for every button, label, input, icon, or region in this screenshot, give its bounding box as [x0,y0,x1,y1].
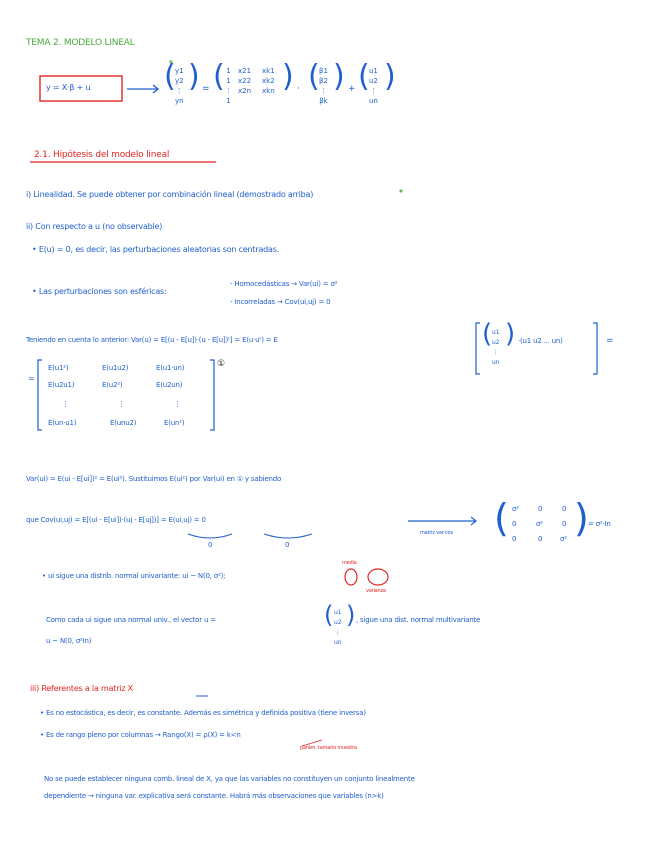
beta-entry: β1 [319,67,328,75]
multi-line: Como cada ui sigue una normal univ., el vector u = [46,616,216,624]
sigma-r1c3: 0 [562,505,567,513]
paren-y-left: ( [164,59,176,94]
hyp-ii-title: ii) Con respecto a u (no observable) [26,222,163,231]
paren-u-left: ( [358,59,370,94]
x-col1 [225,66,232,106]
circle-media [345,569,357,585]
y-entry: ⋮ [175,87,183,95]
sigma-r2c3: 0 [562,520,567,528]
multi-entry: un [334,639,342,646]
multi-entry: u1 [334,609,342,616]
matrix-r1c3: E(u1·un) [156,364,185,372]
paren-u-right: ) [384,59,396,94]
beta-vector [319,66,328,106]
bracket-right [593,323,597,374]
section-title: 2.1. Hipótesis del modelo lineal [34,150,170,160]
y-vector [175,66,184,106]
page-title: TEMA 2. MODELO LINEAL [26,38,135,48]
matrix-bracket-left [38,360,42,430]
matrix-r4c1: E(un·u1) [48,419,77,427]
x-entry: ⋮ [225,87,232,95]
paren-y-right: ) [188,59,200,94]
matrix-r3c3: ⋮ [174,400,181,408]
x-entry: xk1 [262,67,275,75]
beta-entry: βk [319,97,328,105]
sigma-r1c2: 0 [538,505,543,513]
x-entry: x22 [238,77,252,85]
label-varianza: varianza [366,588,386,594]
hyp-ii-bullet2: • Las perturbaciones son esféricas: [32,287,167,296]
paren-multi-left: ( [324,601,334,629]
circle-varianza [368,569,388,585]
var-line2: Var(ui) = E(ui - E[ui])² = E(ui²). Sustituimos E(ui²) por Var(ui) en ① y sabiendo [26,475,282,483]
paren-beta-left: ( [308,59,320,94]
y-entry: y2 [175,77,184,85]
matrix-r1c1: E(u1²) [48,364,69,372]
multi-entry: ⋮ [334,629,341,636]
x-col3 [262,66,275,96]
var-row: ·(u1 u2 ... un) [518,337,563,345]
x-entry: x21 [238,67,252,75]
sigma-r3c3: σ² [560,535,567,543]
hyp-iii-bullet2: • Es de rango pleno por columnas → Rango(X) = ρ(X) = k<n [40,731,241,739]
matrix-eq-prefix: = [28,374,35,383]
sigma-result: = σ²·In [588,520,611,528]
x-entry: xk2 [262,77,275,85]
zero-under-2: 0 [285,541,290,549]
x-entry: 1 [226,77,231,85]
u-entry: ⋮ [369,87,377,95]
green-dot-2 [399,189,402,192]
matrix-r4c2: E(unu2) [110,419,137,427]
u-vector [369,66,378,106]
sigma-r3c1: 0 [512,535,517,543]
var-entry: u2 [492,339,500,346]
multi-line2: u ~ N(0, σ²In) [46,637,92,645]
var-vector [492,328,500,368]
u-entry: u2 [369,77,378,85]
matrix-r2c1: E(u2u1) [48,381,75,389]
u-entry: un [369,97,378,105]
rank-note: parám. tamaño muestra [300,745,357,751]
paren-sigma-left: ( [494,496,509,540]
x-entry: 1 [226,67,231,75]
y-entry: yn [175,97,184,105]
multi-vector [334,608,342,648]
x-col2 [238,66,251,96]
multi-line-end: , sigue una dist. normal multivariante [356,616,481,624]
hyp-ii-sub1: - Homocedásticas → Var(ui) = σ² [230,280,338,288]
matrix-tag: ① [217,359,225,369]
hyp-ii-bullet1: • E(u) = 0, es decir, las perturbaciones aleatorias son centradas. [32,245,280,254]
matrix-bracket-right [210,360,214,430]
underbrace-2 [264,534,312,538]
model-equation: y = X·β + u [46,83,91,92]
para-line2: dependiente → ninguna var. explicativa será constante. Habrá más observaciones que variables (n>k) [44,792,384,800]
sigma-r1c1: σ² [512,505,519,513]
x-entry: xkn [262,87,275,95]
beta-entry: β2 [319,77,328,85]
paren-multi-right: ) [346,601,356,629]
bracket-left [476,323,480,374]
var-equals: = [606,336,614,346]
beta-entry: ⋮ [319,87,327,95]
paren-var-right: ) [505,319,516,349]
hyp-iii-title: iii) Referentes a la matriz X [30,684,133,693]
paren-x-left: ( [213,59,225,94]
cov-line: que Cov(ui,uj) = E[(ui - E[ui])·(uj - E[uj])] = E(ui,uj) = 0 [26,516,206,524]
paren-beta-right: ) [333,59,345,94]
eq-sign: = [202,84,210,94]
sigma-r3c2: 0 [538,535,543,543]
paren-sigma-right: ) [574,496,589,540]
multi-entry: u2 [334,619,342,626]
hyp-ii-sub2: - Incorreladas → Cov(ui,uj) = 0 [230,298,331,306]
var-line: Teniendo en cuenta lo anterior: Var(u) = E[(u - E[u])·(u - E[u])ᵗ] = E(u·uᵗ) = E [26,336,278,344]
plus-sign: + [348,84,356,94]
matrix-r4c3: E(un²) [164,419,185,427]
matrix-r2c3: E(u2un) [156,381,183,389]
x-entry: x2n [238,87,252,95]
sigma-r2c1: 0 [512,520,517,528]
label-media: media [342,560,357,566]
y-entry: y1 [175,67,184,75]
matrix-r2c2: E(u2²) [102,381,123,389]
matrix-r3c1: ⋮ [62,400,69,408]
underbrace-1 [188,534,232,538]
paren-var-left: ( [482,319,493,349]
var-entry: u1 [492,329,500,336]
hyp-iii-bullet1: • Es no estocástica, es decir, es constante. Además es simétrica y definida positiva (tiene inversa) [40,709,366,717]
var-entry: un [492,359,500,366]
u-entry: u1 [369,67,378,75]
matrix-r3c2: ⋮ [118,400,125,408]
hyp-i-text: i) Linealidad. Se puede obtener por combinación lineal (demostrado arriba) [26,190,314,199]
arrow-note: matriz var-cov [420,530,454,536]
dot-sign: · [297,84,300,94]
x-entry: 1 [226,97,231,105]
paren-x-right: ) [282,59,294,94]
matrix-r1c2: E(u1u2) [102,364,129,372]
var-entry: ⋮ [492,349,499,356]
sigma-r2c2: σ² [536,520,543,528]
normal-line: • ui sigue una distrib. normal univariante: ui ~ N(0, σ²); [42,572,226,580]
zero-under-1: 0 [208,541,213,549]
para-line1: No se puede establecer ninguna comb. lineal de X, ya que las variables no constituyen un conjunto linealmente [44,775,415,783]
